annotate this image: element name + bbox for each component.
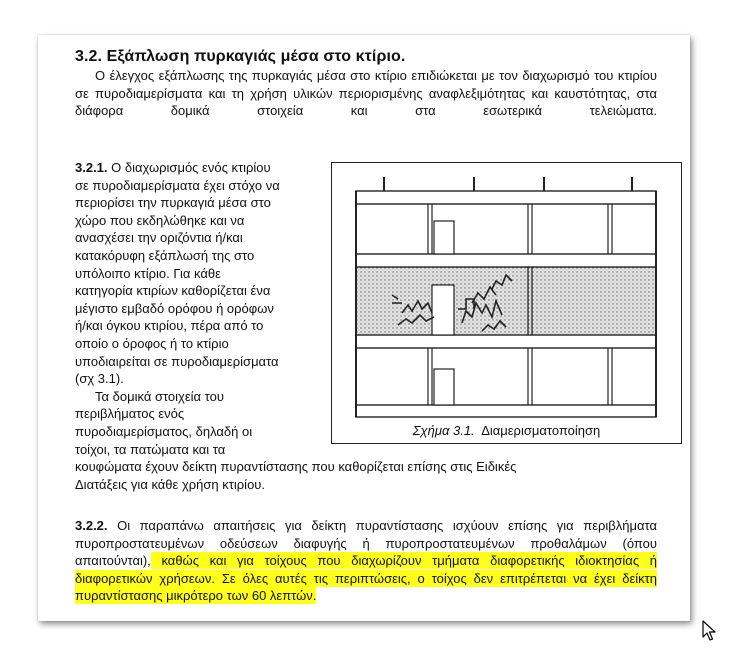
figure-caption-text: Διαμερισματοποίηση xyxy=(481,423,601,439)
figure-caption-number: Σχήμα 3.1. xyxy=(412,423,475,439)
building-compartmentation-drawing xyxy=(332,163,681,421)
section-title: 3.2. Εξάπλωση πυρκαγιάς μέσα στο κτίριο. xyxy=(75,48,406,65)
figure-3-1 xyxy=(331,162,682,444)
intro-paragraph: Ο έλεγχος εξάπλωσης της πυρκαγιάς μέσα στο κτίριο επιδιώκεται με τον διαχωρισμό του κτιρίου σε πυροδιαμερίσματα και τη χρήση υλικών περιορισμένης αναφλεξιμότητας και καυστότητας, στα διάφορα δομικά στοιχεία και στα εσωτερικά τελειώματα. xyxy=(75,68,657,119)
section-3-2-2-number: 3.2.2. xyxy=(75,518,108,533)
highlighted-text[interactable]: καθώς και για τοίχους που διαχωρίζουν τμήματα διαφορετικής ιδιοκτησίας ή διαφορετικών χρήσεων. Σε όλες αυτές τις περιπτώσεις, ο τοίχος δεν επιτρέπεται να έχει δείκτη πυραντίστασης μικρότερο των 60 λεπτών. xyxy=(75,553,657,604)
document-content xyxy=(75,47,657,604)
figure-caption xyxy=(332,422,681,440)
section-3-2-1: 3.2.1. Ο διαχωρισμός ενός κτιρίου σε πυροδιαμερίσματα έχει στόχο να περιορίσει την πυρκαγιά μέσα στο χώρο που εκδηλώθηκε και να ανασχέσει την οριζόντια ή/και κατακόρυφη εξάπλωσή της στο υπόλοιπο κτίριο. Για κάθε κατηγορία κτιρίων καθορίζεται ένα μέγιστο εμβαδό ορόφου ή ορόφων ή/και όγκου κτιρίου, πέρα από το οποίο ο όροφος ή το κτίριο υποδιαιρείται σε πυροδιαμερίσματα (σχ 3.1). Τα δομικά στοιχεία του περιβλήματος ενός πυροδιαμερίσματος, δηλαδή οι τοίχοι, τα πατώματα και τα κουφώματα έχουν δείκτη πυραντίστασης που καθορίζεται επίσης στις Ειδικές Διατάξεις για κάθε χρήση κτιρίου. Σχήμα 3.1. Διαμερισματοποίηση xyxy=(75,159,657,493)
mouse-pointer-icon xyxy=(702,620,716,642)
section-3-2-2 xyxy=(75,517,657,605)
section-3-2-2-text: Οι παραπάνω απαιτήσεις για δείκτη πυραντίστασης ισχύουν επίσης για περιβλήματα πυροπροστατευμένων οδεύσεων διαφυγής ή πυροπροστατευμένων προθαλάμων (όπου απαιτούνται), xyxy=(75,518,657,569)
section-3-2-1-text: 3.2.1. Ο διαχωρισμός ενός κτιρίου σε πυροδιαμερίσματα έχει στόχο να περιορίσει την πυρκαγιά μέσα στο χώρο που εκδηλώθηκε και να ανασχέσει την οριζόντια ή/και κατακόρυφη εξάπλωσή της στο υπόλοιπο κτίριο. Για κάθε κατηγορία κτιρίων καθορίζεται ένα μέγιστο εμβαδό ορόφου ή ορόφων ή/και όγκου κτιρίου, πέρα από το οποίο ο όροφος ή το κτίριο υποδιαιρείται σε πυροδιαμερίσματα (σχ 3.1). Τα δομικά στοιχεία του περιβλήματος ενός πυροδιαμερίσματος, δηλαδή οι τοίχοι, τα πατώματα και τα xyxy=(75,160,280,457)
document-page xyxy=(38,35,690,621)
section-3-2-1-number: 3.2.1. xyxy=(75,160,108,175)
